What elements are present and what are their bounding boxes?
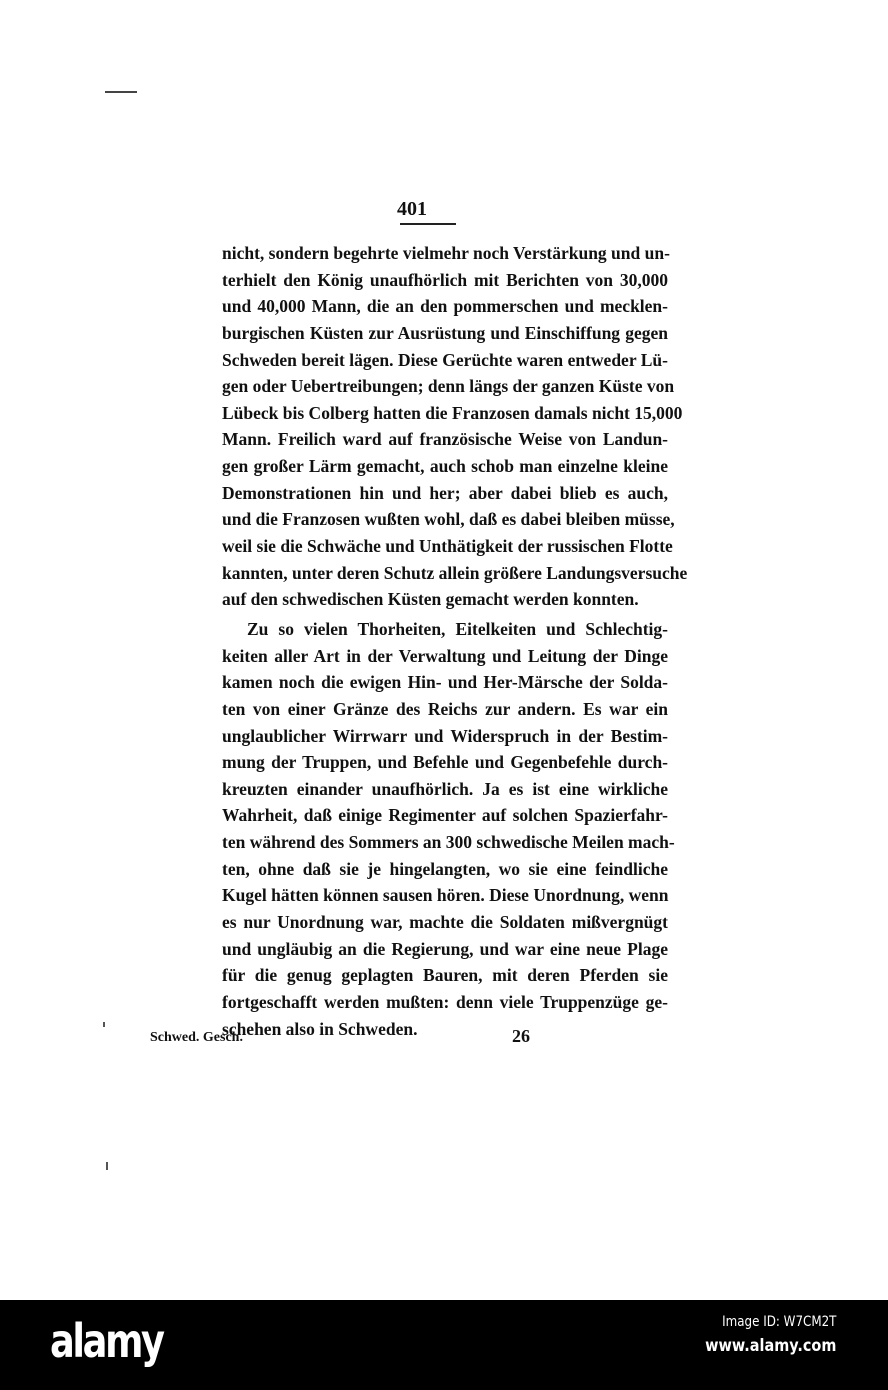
watermark-banner	[0, 1300, 888, 1390]
text-line: weil sie die Schwäche und Unthätigkeit der russischen Flotte	[222, 536, 673, 557]
scan-speck	[103, 1022, 105, 1027]
scan-speck	[106, 1162, 108, 1170]
text-line: unglaublicher Wirrwarr und Widerspruch in der Bestim-	[222, 725, 668, 746]
image-id: Image ID: W7CM2T	[721, 1314, 836, 1330]
text-line: kannten, unter deren Schutz allein größere Landungsversuche	[222, 562, 688, 583]
site-url: www.alamy.com	[704, 1336, 836, 1356]
text-line: Demonstrationen hin und her; aber dabei blieb es auch,	[222, 482, 668, 503]
text-line: ten, ohne daß sie je hingelangten, wo sie eine feindliche	[222, 858, 668, 879]
page-number: 401	[397, 198, 427, 220]
text-line: burgischen Küsten zur Ausrüstung und Einschiffung gegen	[222, 322, 668, 343]
text-line: terhielt den König unaufhörlich mit Berichten von 30,000	[222, 269, 668, 290]
text-line: kamen noch die ewigen Hin- und Her-Märsche der Solda-	[222, 672, 668, 693]
text-line: Kugel hätten können sausen hören. Diese Unordnung, wenn	[222, 885, 669, 906]
text-line: ten von einer Gränze des Reichs zur andern. Es war ein	[222, 698, 668, 719]
text-line: Lübeck bis Colberg hatten die Franzosen damals nicht 15,000	[222, 402, 683, 423]
text-line: mung der Truppen, und Befehle und Gegenbefehle durch-	[222, 752, 668, 773]
page-number-rule	[400, 223, 456, 225]
text-line: und die Franzosen wußten wohl, daß es dabei bleiben müsse,	[222, 509, 675, 530]
text-line: ten während des Sommers an 300 schwedische Meilen mach-	[222, 832, 675, 853]
text-line: Zu so vielen Thorheiten, Eitelkeiten und Schlechtig-	[247, 618, 668, 639]
text-line: und ungläubig an die Regierung, und war eine neue Plage	[222, 938, 668, 959]
text-line: für die genug geplagten Bauren, mit deren Pferden sie	[222, 965, 668, 986]
text-line: es nur Unordnung war, machte die Soldaten mißvergnügt	[222, 912, 668, 933]
paragraph-1	[222, 240, 688, 613]
text-line: keiten aller Art in der Verwaltung und Leitung der Dinge	[222, 645, 668, 666]
text-line: Mann. Freilich ward auf französische Weise von Landun-	[222, 429, 668, 450]
text-line: und 40,000 Mann, die an den pommerschen und mecklen-	[222, 296, 668, 317]
text-line: fortgeschafft werden mußten: denn viele Truppenzüge ge-	[222, 991, 668, 1012]
text-line: auf den schwedischen Küsten gemacht werden konnten.	[222, 589, 639, 610]
text-line: kreuzten einander unaufhörlich. Ja es ist eine wirkliche	[222, 778, 668, 799]
text-line: Wahrheit, daß einige Regimenter auf solchen Spazierfahr-	[222, 805, 668, 826]
text-line: gen oder Uebertreibungen; denn längs der ganzen Küste von	[222, 376, 675, 397]
text-line: Schweden bereit lägen. Diese Gerüchte waren entweder Lü-	[222, 349, 668, 370]
text-line: schehen also in Schweden.	[222, 1018, 418, 1039]
alamy-logo: alamy	[50, 1314, 163, 1368]
text-line: nicht, sondern begehrte vielmehr noch Verstärkung und un-	[222, 243, 670, 263]
body-text	[222, 240, 688, 1042]
top-margin-rule	[105, 91, 137, 93]
footer-sheet-number: 26	[512, 1026, 530, 1046]
paragraph-2	[222, 616, 675, 1042]
text-line: gen großer Lärm gemacht, auch schob man einzelne kleine	[222, 456, 668, 477]
footer-signature: Schwed. Gesch.	[150, 1030, 243, 1045]
